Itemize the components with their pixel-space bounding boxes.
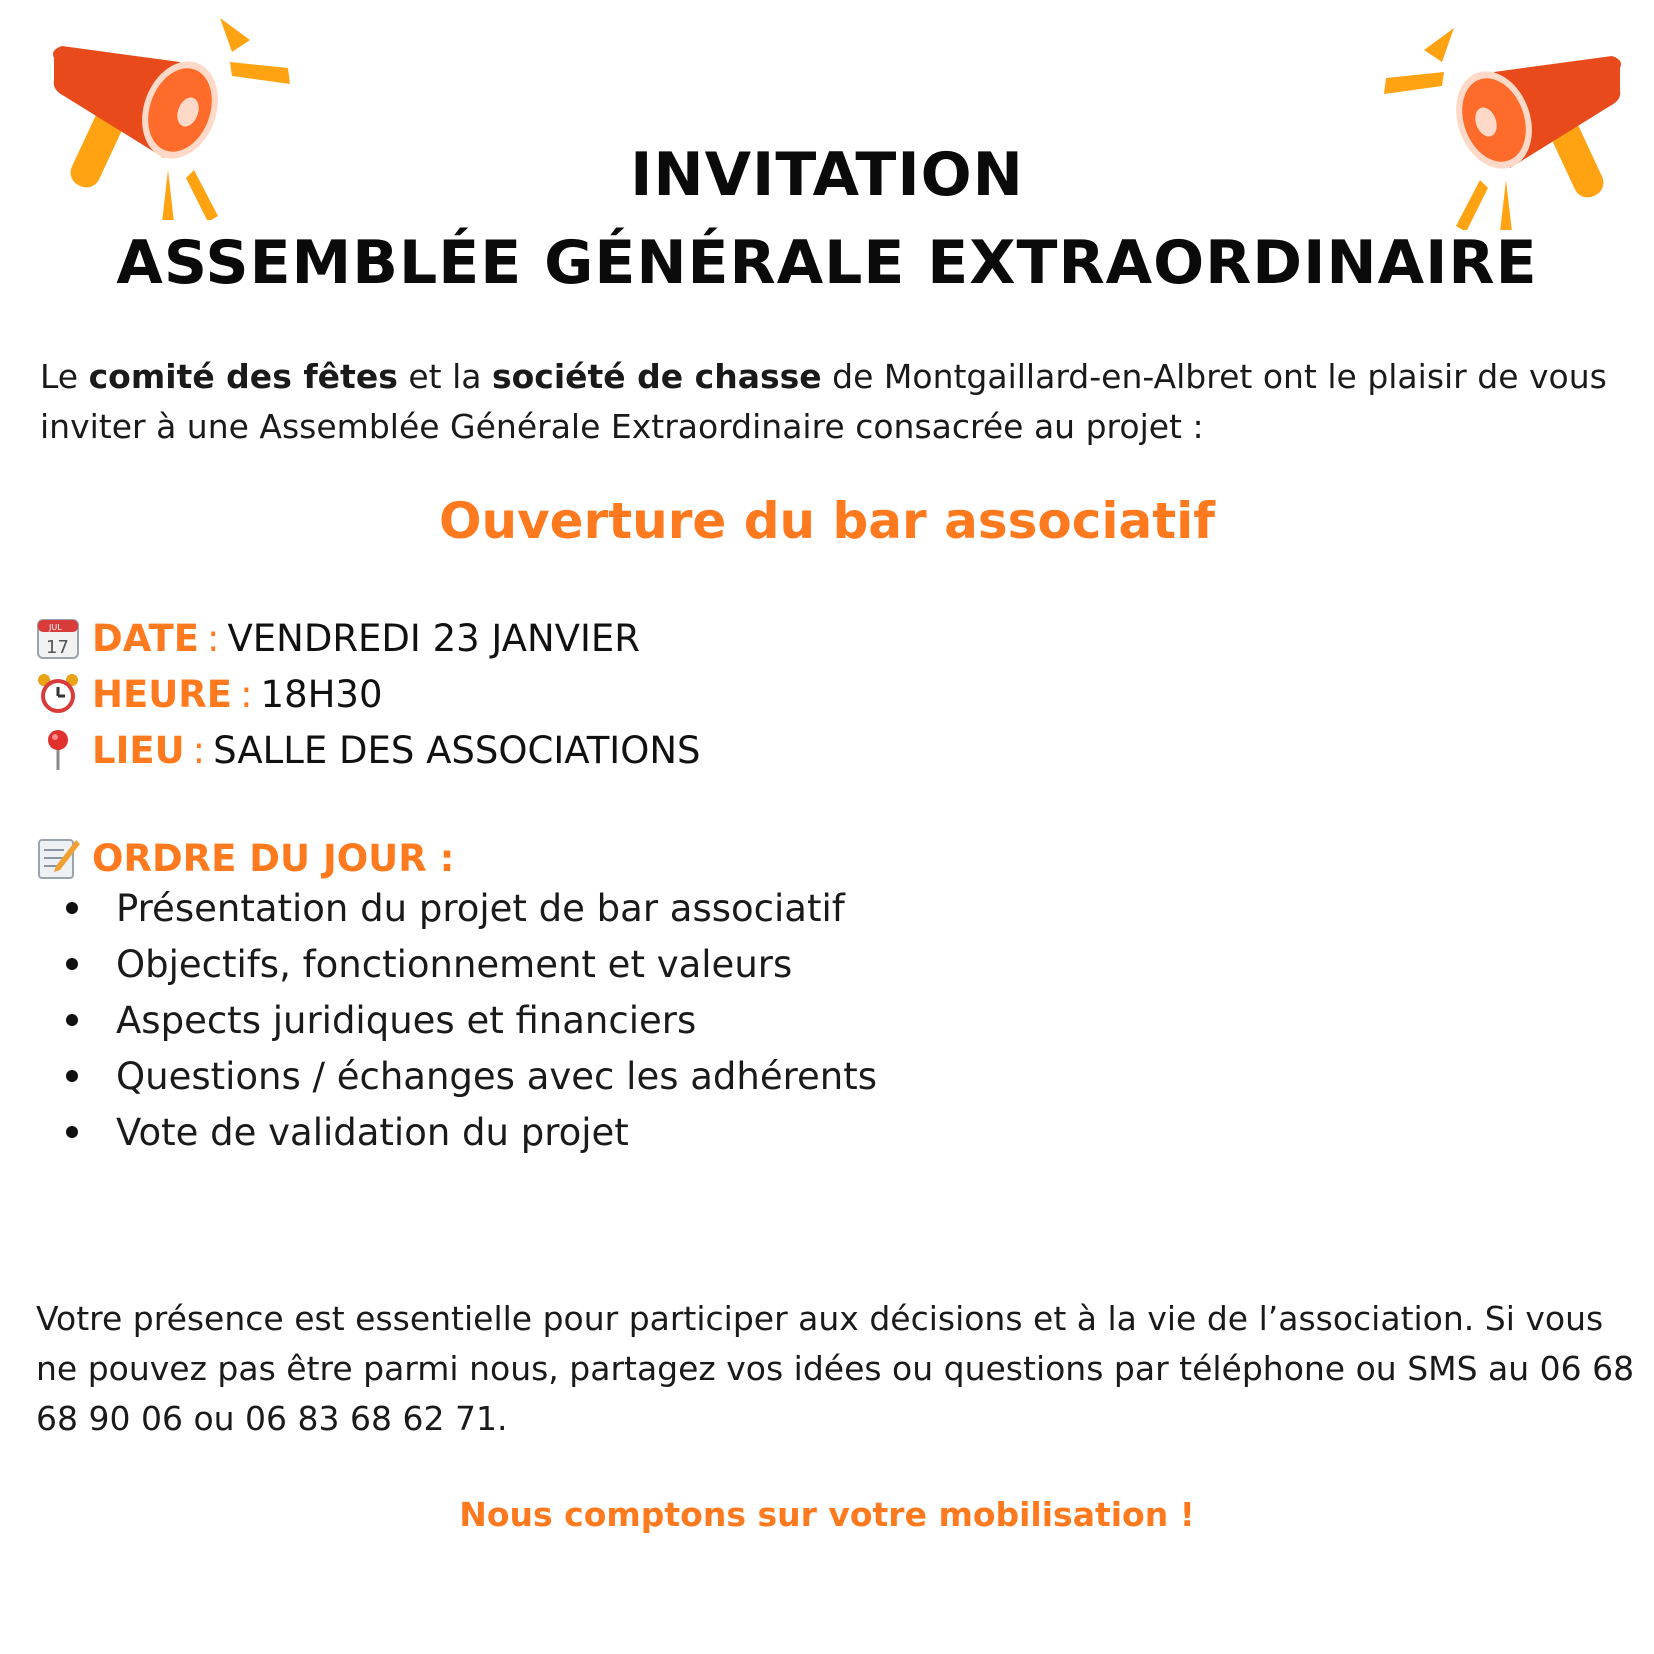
- calendar-month: JUL: [49, 623, 62, 632]
- info-date: [36, 610, 936, 666]
- list-item: Objectifs, fonctionnement et valeurs: [60, 936, 1060, 992]
- place-value: SALLE DES ASSOCIATIONS: [213, 728, 701, 772]
- date-value: VENDREDI 23 JANVIER: [227, 616, 640, 660]
- agenda-list: [60, 880, 1060, 1160]
- place-separator: :: [192, 728, 206, 772]
- pin-icon: [36, 728, 80, 772]
- bullet-icon: [66, 902, 78, 914]
- agenda-heading: [36, 830, 454, 886]
- intro-paragraph: Le comité des fêtes et la société de chasse de Montgaillard-en-Albret ont le plaisir de vous inviter à une Assemblée Générale Extraordinaire consacrée au projet :: [40, 357, 1607, 446]
- date-label: DATE: [92, 616, 199, 660]
- list-item: Présentation du projet de bar associatif: [60, 880, 1060, 936]
- calendar-icon: [36, 616, 80, 660]
- bullet-icon: [66, 1014, 78, 1026]
- time-value: 18H30: [260, 672, 383, 716]
- bullet-icon: [66, 1070, 78, 1082]
- bullet-icon: [66, 1126, 78, 1138]
- memo-icon: [36, 836, 80, 880]
- date-separator: :: [207, 616, 220, 660]
- event-info: [36, 610, 936, 778]
- agenda-title: ORDRE DU JOUR :: [92, 836, 455, 880]
- closing-paragraph: Votre présence est essentielle pour participer aux décisions et à la vie de l’association. Si vous ne pouvez pas être parmi nous, partagez vos idées ou questions par téléphone ou SMS au 06 68 68 90 06 ou 06 83 68 62 71.: [36, 1299, 1635, 1438]
- intro-committee: comité des fêtes: [88, 357, 398, 396]
- calendar-day: 17: [46, 637, 69, 658]
- info-place: [36, 722, 936, 778]
- list-item: Questions / échanges avec les adhérents: [60, 1048, 1060, 1104]
- title-invitation: INVITATION: [630, 140, 1024, 210]
- place-label: LIEU: [92, 728, 185, 772]
- mobilisation-callout: Nous comptons sur votre mobilisation !: [459, 1495, 1195, 1534]
- info-time: [36, 666, 936, 722]
- time-label: HEURE: [92, 672, 233, 716]
- bullet-icon: [66, 958, 78, 970]
- intro-hunting-society: société de chasse: [491, 357, 822, 396]
- project-subtitle: Ouverture du bar associatif: [438, 492, 1216, 550]
- title-assembly: ASSEMBLÉE GÉNÉRALE EXTRAORDINAIRE: [116, 228, 1538, 298]
- list-item: Aspects juridiques et financiers: [60, 992, 1060, 1048]
- time-separator: :: [240, 672, 253, 716]
- list-item: Vote de validation du projet: [60, 1104, 1060, 1160]
- alarm-clock-icon: [36, 672, 80, 716]
